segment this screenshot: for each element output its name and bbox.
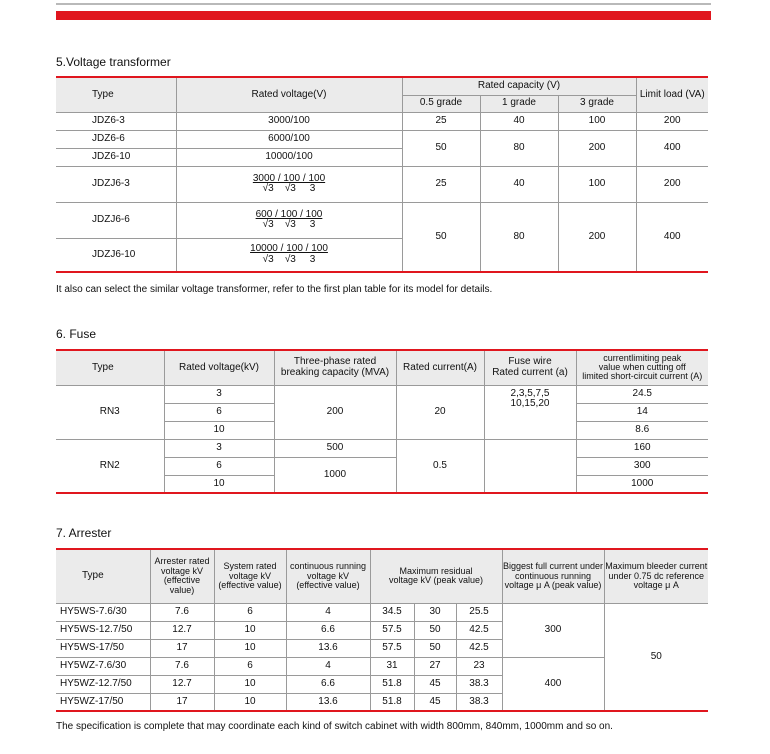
vt-grade1: 80 — [480, 130, 558, 166]
table-row — [56, 603, 708, 621]
fuse-wire-empty — [484, 439, 576, 493]
arrester-continuous: 4 — [286, 603, 370, 621]
arrester-header-full-line2: continuous running — [514, 570, 592, 581]
vt-grade1: 80 — [480, 202, 558, 272]
arrester-residual: 25.5 — [456, 603, 502, 621]
vt-grade3: 200 — [558, 202, 636, 272]
fuse-header-breaking-line2: breaking capacity (MVA) — [280, 366, 390, 378]
arrester-continuous: 4 — [286, 657, 370, 675]
vt-grade05: 50 — [402, 202, 480, 272]
vt-limit: 200 — [636, 166, 708, 202]
arrester-residual: 57.5 — [370, 639, 414, 657]
fuse-voltage: 6 — [164, 403, 274, 421]
arrester-type: HY5WS-12.7/50 — [56, 621, 150, 639]
arrester-header-continuous-line3: (effective value) — [296, 579, 360, 590]
vt-type: JDZ6-6 — [56, 130, 176, 148]
fuse-wire-line1: 2,3,5,7,5 — [510, 387, 550, 399]
vt-grade1: 40 — [480, 112, 558, 130]
arrester-residual: 50 — [414, 621, 456, 639]
fuse-header-limit — [576, 350, 708, 385]
vt-header-rated-voltage: Rated voltage(V) — [176, 77, 402, 112]
fuse-header-breaking — [274, 350, 396, 385]
vt-voltage-numerator: 600 / 100 / 100 — [255, 208, 323, 220]
arrester-continuous: 13.6 — [286, 639, 370, 657]
top-gray-line — [56, 3, 711, 5]
arrester-rated: 12.7 — [150, 621, 214, 639]
arrester-header-rated-line1: Arrester rated — [154, 556, 210, 567]
arrester-table — [56, 548, 708, 712]
vt-voltage-denominator: √3 √3 3 — [262, 183, 316, 194]
fuse-table — [56, 349, 708, 494]
vt-grade1: 40 — [480, 166, 558, 202]
vt-grade3: 100 — [558, 112, 636, 130]
vt-voltage: 3000/100 — [176, 112, 402, 130]
arrester-system: 10 — [214, 693, 286, 711]
vt-voltage-fraction — [176, 238, 402, 272]
arrester-header-rated — [150, 549, 214, 603]
table-row — [56, 130, 708, 148]
arrester-continuous: 6.6 — [286, 621, 370, 639]
arrester-rated: 7.6 — [150, 603, 214, 621]
arrester-residual: 38.3 — [456, 693, 502, 711]
fuse-peak: 24.5 — [576, 385, 708, 403]
arrester-header-full-current — [502, 549, 604, 603]
arrester-header-bleeder-line1: Maximum bleeder current — [605, 561, 708, 572]
arrester-rated: 7.6 — [150, 657, 214, 675]
top-red-bar — [56, 11, 711, 20]
fuse-header-type: Type — [56, 350, 164, 385]
arrester-residual: 51.8 — [370, 675, 414, 693]
arrester-rated: 17 — [150, 639, 214, 657]
arrester-residual: 23 — [456, 657, 502, 675]
fuse-type: RN3 — [56, 385, 164, 439]
arrester-header-rated-line2: voltage kV — [160, 565, 204, 576]
vt-type: JDZ6-3 — [56, 112, 176, 130]
fuse-header-rated-current: Rated current(A) — [396, 350, 484, 385]
table-row — [56, 112, 708, 130]
arrester-system: 6 — [214, 657, 286, 675]
arrester-type: HY5WZ-17/50 — [56, 693, 150, 711]
fuse-voltage: 10 — [164, 475, 274, 493]
fuse-peak: 160 — [576, 439, 708, 457]
arrester-rated: 17 — [150, 693, 214, 711]
arrester-residual: 34.5 — [370, 603, 414, 621]
fuse-wire-line2: 10,15,20 — [510, 398, 550, 409]
vt-type: JDZJ6-3 — [56, 166, 176, 202]
table-row — [56, 202, 708, 238]
vt-header-grade-05: 0.5 grade — [402, 95, 480, 112]
arrester-header-full-line1: Biggest full current under — [502, 561, 604, 572]
vt-grade05: 50 — [402, 130, 480, 166]
arrester-header-bleeder — [604, 549, 708, 603]
arrester-header-rated-line3: (effective value) — [163, 575, 201, 595]
arrester-type: HY5WS-7.6/30 — [56, 603, 150, 621]
fuse-header-limit-line2: value when cutting off — [598, 362, 686, 373]
arrester-residual: 30 — [414, 603, 456, 621]
fuse-header-wire-line2: Rated current (a) — [492, 366, 568, 378]
table-row — [56, 385, 708, 403]
arrester-header-residual-line1: Maximum residual — [399, 565, 473, 576]
section-title-arrester: 7. Arrester — [56, 526, 112, 540]
fuse-header-wire — [484, 350, 576, 385]
fuse-header-wire-line1: Fuse wire — [508, 356, 552, 368]
arrester-residual: 42.5 — [456, 639, 502, 657]
arrester-header-system — [214, 549, 286, 603]
arrester-type: HY5WZ-7.6/30 — [56, 657, 150, 675]
arrester-header-bleeder-line2: under 0.75 dc reference — [608, 570, 705, 581]
vt-limit: 200 — [636, 112, 708, 130]
arrester-system: 10 — [214, 621, 286, 639]
arrester-type: HY5WZ-12.7/50 — [56, 675, 150, 693]
fuse-type: RN2 — [56, 439, 164, 493]
section-title-voltage-transformer: 5.Voltage transformer — [56, 55, 171, 69]
fuse-peak: 8.6 — [576, 421, 708, 439]
arrester-bleeder: 50 — [604, 603, 708, 711]
vt-grade05: 25 — [402, 166, 480, 202]
arrester-header-bleeder-line3: voltage μ A — [633, 579, 679, 590]
vt-voltage-fraction — [176, 202, 402, 238]
arrester-header-system-line3: (effective value) — [218, 579, 282, 590]
arrester-residual: 38.3 — [456, 675, 502, 693]
arrester-full-current: 300 — [502, 603, 604, 657]
arrester-header-residual-line2: voltage kV (peak value) — [388, 575, 484, 586]
vt-header-grade-3: 3 grade — [558, 95, 636, 112]
vt-header-type: Type — [56, 77, 176, 112]
vt-header-limit-load: Limit load (VA) — [636, 77, 708, 112]
vt-grade05: 25 — [402, 112, 480, 130]
arrester-residual: 45 — [414, 675, 456, 693]
table-row — [56, 439, 708, 457]
vt-voltage: 10000/100 — [176, 148, 402, 166]
vt-type: JDZJ6-6 — [56, 202, 176, 238]
fuse-voltage: 6 — [164, 457, 274, 475]
arrester-system: 10 — [214, 675, 286, 693]
vt-voltage: 6000/100 — [176, 130, 402, 148]
arrester-continuous: 13.6 — [286, 693, 370, 711]
arrester-system: 10 — [214, 639, 286, 657]
arrester-header-continuous — [286, 549, 370, 603]
arrester-continuous: 6.6 — [286, 675, 370, 693]
fuse-breaking: 500 — [274, 439, 396, 457]
vt-header-grade-1: 1 grade — [480, 95, 558, 112]
arrester-header-continuous-line2: voltage kV — [306, 570, 350, 581]
fuse-header-rated-voltage: Rated voltage(kV) — [164, 350, 274, 385]
fuse-peak: 300 — [576, 457, 708, 475]
vt-header-rated-capacity: Rated capacity (V) — [402, 77, 636, 95]
arrester-note: The specification is complete that may coordinate each kind of switch cabinet with width 800mm, 840mm, 1000mm and so on. — [56, 721, 613, 732]
arrester-rated: 12.7 — [150, 675, 214, 693]
fuse-peak: 14 — [576, 403, 708, 421]
fuse-header-limit-line1: currentlimiting peak — [603, 352, 682, 363]
vt-type: JDZJ6-10 — [56, 238, 176, 272]
vt-voltage-denominator: √3 √3 3 — [262, 219, 316, 230]
fuse-header-limit-line3: limited short-circuit current (A) — [582, 371, 703, 382]
arrester-header-residual — [370, 549, 502, 603]
fuse-wire — [484, 385, 576, 439]
fuse-breaking: 1000 — [274, 457, 396, 493]
fuse-voltage: 3 — [164, 439, 274, 457]
vt-limit: 400 — [636, 130, 708, 166]
arrester-residual: 50 — [414, 639, 456, 657]
fuse-voltage: 10 — [164, 421, 274, 439]
vt-note: It also can select the similar voltage transformer, refer to the first plan table for its model for details. — [56, 284, 493, 295]
vt-voltage-numerator: 3000 / 100 / 100 — [252, 172, 326, 184]
vt-limit: 400 — [636, 202, 708, 272]
vt-grade3: 200 — [558, 130, 636, 166]
vt-voltage-fraction — [176, 166, 402, 202]
vt-type: JDZ6-10 — [56, 148, 176, 166]
arrester-residual: 42.5 — [456, 621, 502, 639]
arrester-header-system-line1: System rated — [223, 561, 277, 572]
vt-voltage-numerator: 10000 / 100 / 100 — [250, 243, 328, 255]
arrester-residual: 31 — [370, 657, 414, 675]
vt-voltage-denominator: √3 √3 3 — [262, 253, 316, 265]
arrester-system: 6 — [214, 603, 286, 621]
fuse-current: 20 — [396, 385, 484, 439]
table-row — [56, 166, 708, 202]
arrester-residual: 51.8 — [370, 693, 414, 711]
section-title-fuse: 6. Fuse — [56, 327, 97, 341]
fuse-peak: 1000 — [576, 475, 708, 493]
arrester-residual: 45 — [414, 693, 456, 711]
fuse-header-breaking-line1: Three-phase rated — [293, 356, 377, 368]
fuse-breaking: 200 — [274, 385, 396, 439]
arrester-residual: 27 — [414, 657, 456, 675]
arrester-header-full-line3: voltage μ A (peak value) — [504, 579, 602, 590]
arrester-residual: 57.5 — [370, 621, 414, 639]
fuse-voltage: 3 — [164, 385, 274, 403]
vt-grade3: 100 — [558, 166, 636, 202]
arrester-header-continuous-line1: continuous running — [289, 561, 367, 572]
arrester-header-type: Type — [56, 549, 150, 603]
arrester-full-current: 400 — [502, 657, 604, 711]
arrester-header-system-line2: voltage kV — [228, 570, 272, 581]
fuse-current: 0.5 — [396, 439, 484, 493]
voltage-transformer-table — [56, 76, 708, 273]
arrester-type: HY5WS-17/50 — [56, 639, 150, 657]
